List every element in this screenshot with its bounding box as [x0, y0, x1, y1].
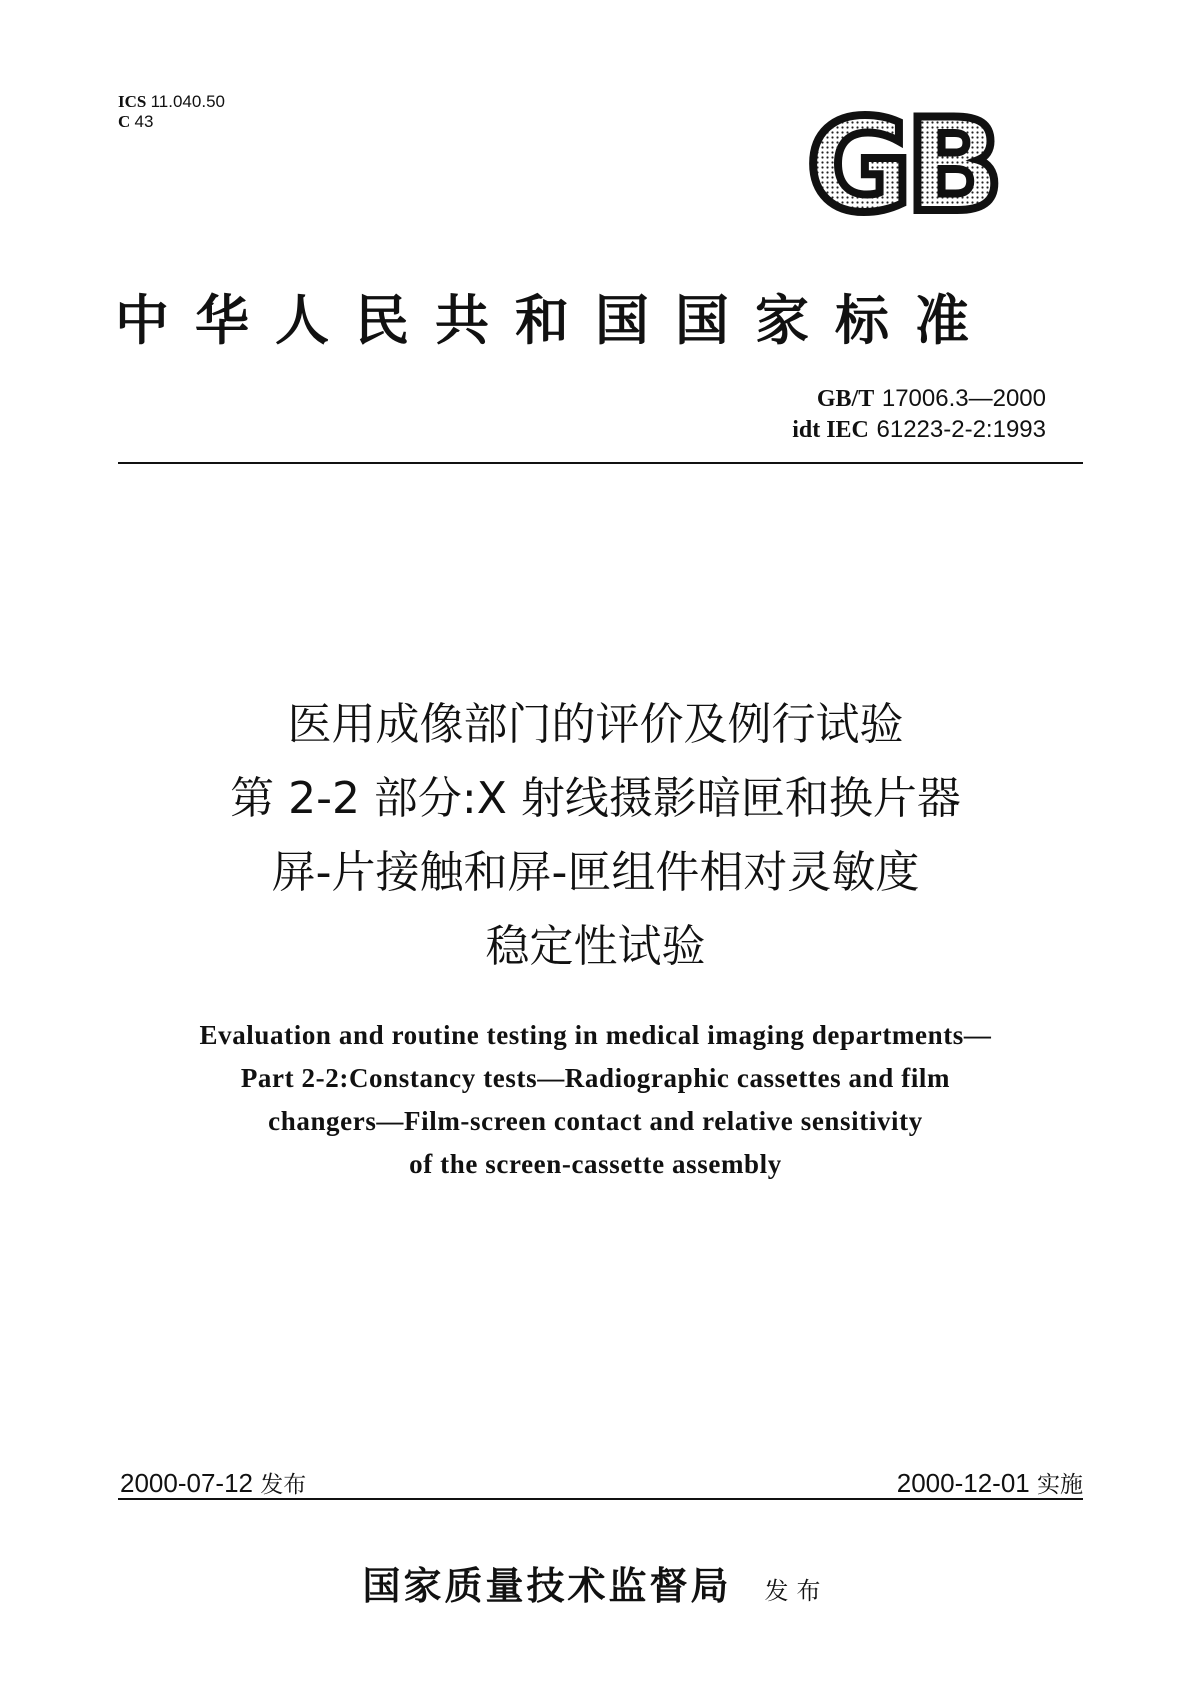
standard-code-value: 17006.3—2000	[881, 385, 1046, 412]
chinese-title-line: 医用成像部门的评价及例行试验	[287, 699, 904, 750]
classification-codes	[118, 92, 225, 132]
ccs-label: C	[118, 112, 131, 131]
english-title-line: Part 2-2:Constancy tests—Radiographic cassettes and film	[240, 1063, 951, 1093]
header-divider	[118, 462, 1083, 464]
chinese-title-line: 第 2-2 部分:X 射线摄影暗匣和换片器	[230, 773, 961, 824]
english-title-line: Evaluation and routine testing in medical imaging departments—	[199, 1020, 992, 1050]
english-title	[0, 1014, 1191, 1186]
issuer-action: 发布	[764, 1577, 829, 1605]
gb-logo-text: GB	[806, 110, 998, 222]
ics-label: ICS	[118, 92, 147, 111]
gb-logo	[795, 110, 1010, 222]
english-title-line: changers—Film-screen contact and relative sensitivity	[268, 1106, 923, 1136]
idt-value: 61223-2-2:1993	[876, 416, 1046, 443]
standard-number	[792, 383, 1046, 414]
issuer-name: 国家质量技术监督局	[362, 1563, 732, 1608]
english-title-line: of the screen-cassette assembly	[409, 1149, 782, 1179]
issue-date-value: 2000-07-12	[120, 1468, 253, 1498]
standard-code-label: GB/T	[816, 386, 875, 412]
issue-date	[120, 1466, 306, 1499]
national-standard-title: 中华人民共和国国家标准	[115, 288, 995, 352]
footer-divider	[118, 1498, 1083, 1500]
standard-code-block	[792, 383, 1046, 445]
chinese-title-line: 屏-片接触和屏-匣组件相对灵敏度	[271, 847, 920, 898]
issuing-authority	[0, 1555, 1191, 1610]
effective-date-suffix: 实施	[1037, 1472, 1083, 1498]
chinese-title-line: 稳定性试验	[485, 921, 706, 972]
ics-line	[118, 92, 225, 112]
ccs-value: 43	[134, 112, 154, 131]
ccs-line	[118, 112, 225, 132]
idt-label: idt IEC	[792, 417, 869, 443]
effective-date-value: 2000-12-01	[896, 1468, 1030, 1498]
ics-value: 11.040.50	[150, 92, 225, 111]
issue-date-suffix: 发布	[260, 1472, 307, 1498]
effective-date	[897, 1466, 1083, 1499]
identical-reference	[792, 414, 1046, 445]
chinese-title	[0, 688, 1191, 984]
